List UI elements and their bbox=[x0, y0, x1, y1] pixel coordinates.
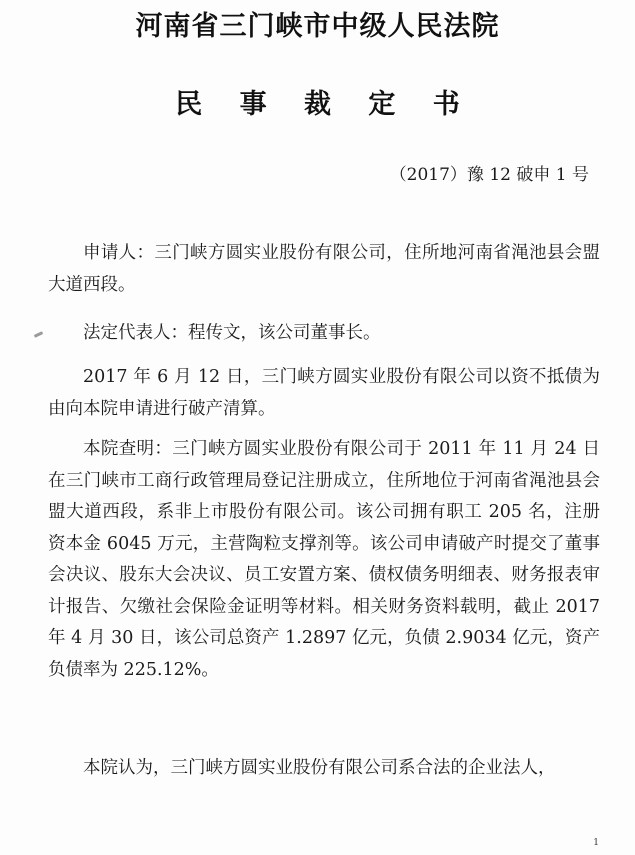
opinion-paragraph bbox=[48, 753, 600, 785]
page-number: 1 bbox=[593, 838, 599, 848]
findings-paragraph bbox=[48, 434, 600, 686]
legal-representative-text: 法定代表人：程传文，该公司董事长。 bbox=[83, 323, 381, 343]
document-type-heading: 民 事 裁 定 书 bbox=[175, 89, 474, 120]
application-text: 2017 年 6 月 12 日，三门峡方圆实业股份有限公司以资不抵债为由向本院申请进行破产清算。 bbox=[48, 367, 600, 419]
application-paragraph bbox=[48, 362, 600, 425]
findings-text: 本院查明：三门峡方圆实业股份有限公司于 2011 年 11 月 24 日在三门峡市工商行政管理局登记注册成立，住所地位于河南省渑池县会盟大道西段，系非上市股份有限公司。该公司拥有职工 205 名，注册资本金 6045 万元，主营陶粒支撑剂等。该公司申请破产时提交了董事会决议、股东大会决议、员工安置方案、债权债务明细表、财务报表审计报告、欠缴社会保险金证明等材料。相关财务资料载明，截止 2017 年 4 月 30 日，该公司总资产 1.2897 亿元，负债 2.9034 亿元，资产负债率为 225.12%。 bbox=[48, 439, 600, 680]
opinion-text: 本院认为，三门峡方圆实业股份有限公司系合法的企业法人， bbox=[83, 758, 556, 778]
applicant-paragraph bbox=[48, 238, 600, 301]
case-number: （2017）豫 12 破申 1 号 bbox=[389, 165, 589, 185]
margin-mark bbox=[34, 331, 43, 338]
court-title: 河南省三门峡市中级人民法院 bbox=[135, 11, 500, 42]
applicant-text: 申请人：三门峡方圆实业股份有限公司，住所地河南省渑池县会盟大道西段。 bbox=[48, 243, 600, 295]
legal-representative-paragraph bbox=[48, 318, 600, 350]
